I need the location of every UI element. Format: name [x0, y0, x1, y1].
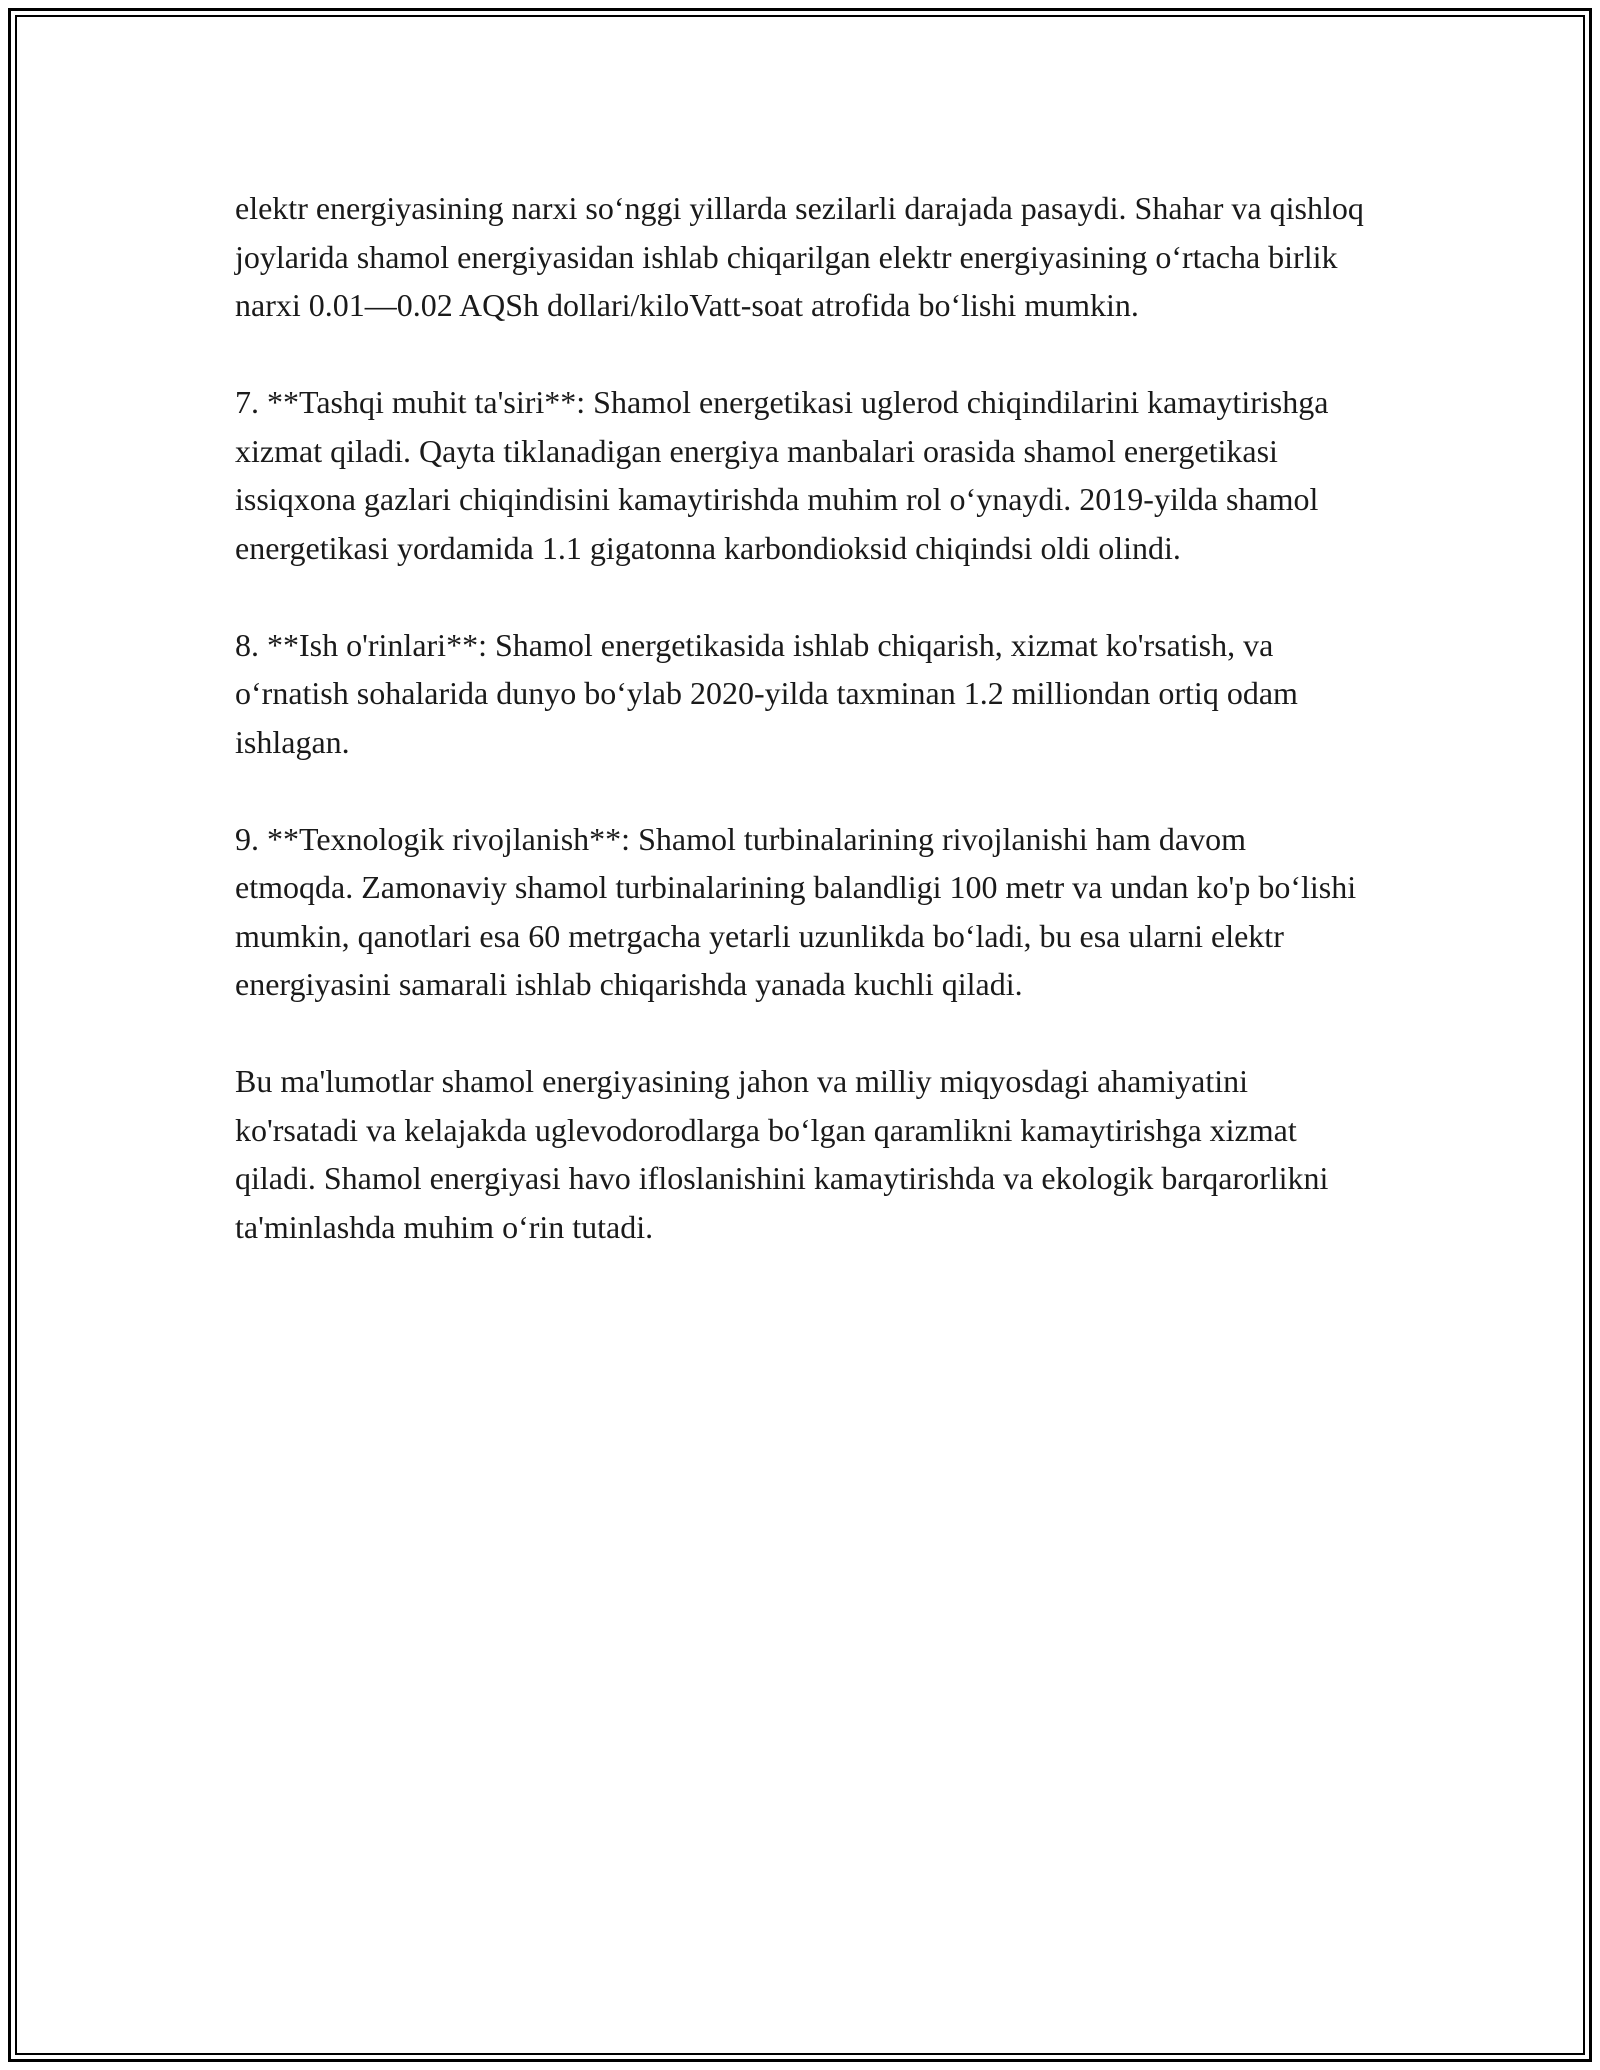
paragraph-conclusion: Bu ma'lumotlar shamol energiyasining jahon va milliy miqyosdagi ahamiyatini ko'rsatadi va kelajakda uglevodorodlarga bo‘lgan qaramlikni kamaytirishga xizmat qiladi. Shamol energiyasi havo ifloslanishini kamaytirishda va ekologik barqarorlikni ta'minlashda muhim o‘rin tutadi.	[235, 1063, 1329, 1245]
paragraph-electricity-cost: elektr energiyasining narxi so‘nggi yillarda sezilarli darajada pasaydi. Shahar va qishloq joylarida shamol energiyasidan ishlab chiqarilgan elektr energiyasining o‘rtacha birlik narxi 0.01—0.02 AQSh dollari/kiloVatt-soat atrofida bo‘lishi mumkin.	[235, 190, 1364, 323]
paragraph-environmental-impact: 7. **Tashqi muhit ta'siri**: Shamol energetikasi uglerod chiqindilarini kamaytirishga xizmat qiladi. Qayta tiklanadigan energiya manbalari orasida shamol energetikasi issiqxona gazlari chiqindisini kamaytirishda muhim rol o‘ynaydi. 2019-yilda shamol energetikasi yordamida 1.1 gigatonna karbondioksid chiqindsi oldi olindi.	[235, 384, 1329, 566]
paragraph-jobs: 8. **Ish o'rinlari**: Shamol energetikasida ishlab chiqarish, xizmat ko'rsatish, va o‘rnatish sohalarida dunyo bo‘ylab 2020-yilda taxminan 1.2 milliondan ortiq odam ishlagan.	[235, 626, 1298, 760]
document-body	[235, 184, 1365, 1300]
paragraph-technological-development: 9. **Texnologik rivojlanish**: Shamol turbinalarining rivojlanishi ham davom etmoqda. Zamonaviy shamol turbinalarining balandligi 100 metr va undan ko'p bo‘lishi mumkin, qanotlari esa 60 metrgacha yetarli uzunlikda bo‘ladi, bu esa ularni elektr energiyasini samarali ishlab chiqarishda yanada kuchli qiladi.	[235, 820, 1357, 1002]
